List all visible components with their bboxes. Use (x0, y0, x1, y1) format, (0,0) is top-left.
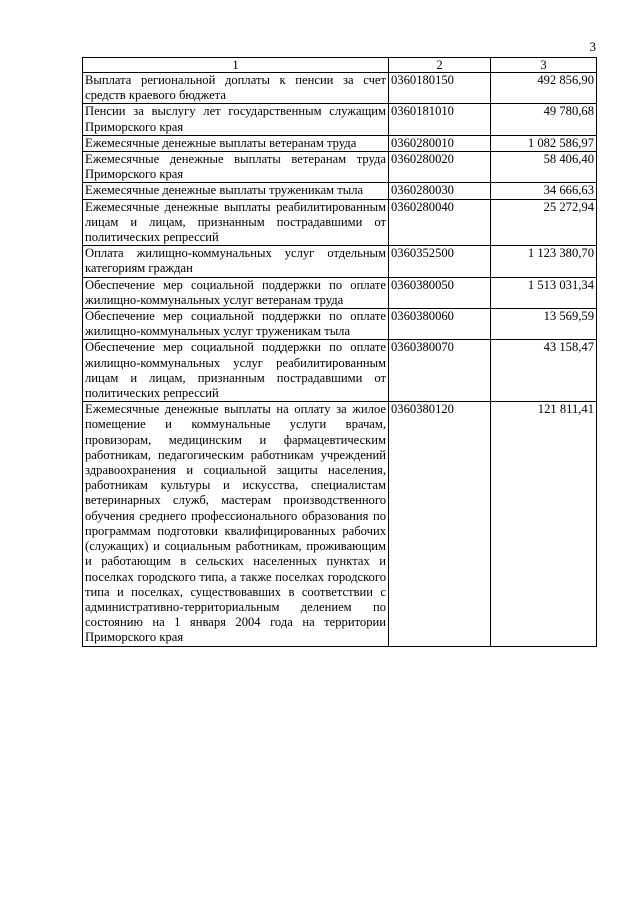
row-amount: 13 569,59 (491, 309, 597, 340)
row-amount: 25 272,94 (491, 199, 597, 246)
row-code: 0360181010 (389, 104, 491, 135)
row-name: Обеспечение мер социальной поддержки по оплате жилищно-коммунальных услуг ветеранам труда (83, 277, 389, 308)
row-name: Ежемесячные денежные выплаты на оплату за жилое помещение и коммунальные услуги врачам, провизорам, медицинским и фармацевтическим работникам, педагогическим работникам учреждений здравоохранения и социальной защиты населения, работникам культуры и искусства, специалистам ветеринарных служб, мастерам производственного обучения среднего профессионального образования по программам подготовки квалифицированных рабочих (служащих) и социальным работникам, проживающим и работающим в сельских населенных пунктах и поселках городского типа, а также поселках городского типа и поселках, существовавших в соответствии с административно-территориальным делением по состоянию на 1 января 2004 года на территории Приморского края (83, 402, 389, 646)
row-code: 0360380050 (389, 277, 491, 308)
page-number: 3 (589, 39, 596, 54)
row-name: Выплата региональной доплаты к пенсии за счет средств краевого бюджета (83, 73, 389, 104)
row-name: Ежемесячные денежные выплаты ветеранам труда Приморского края (83, 152, 389, 183)
row-amount: 43 158,47 (491, 340, 597, 402)
table-row (83, 309, 597, 340)
row-amount: 1 123 380,70 (491, 246, 597, 277)
row-code: 0360280040 (389, 199, 491, 246)
row-name: Ежемесячные денежные выплаты труженикам тыла (83, 183, 389, 199)
row-code: 0360380120 (389, 402, 491, 646)
row-amount: 49 780,68 (491, 104, 597, 135)
row-amount: 492 856,90 (491, 73, 597, 104)
table-row (83, 402, 597, 646)
row-amount: 1 082 586,97 (491, 135, 597, 151)
table-row (83, 135, 597, 151)
budget-table (82, 57, 597, 647)
table-row (83, 277, 597, 308)
row-code: 0360280020 (389, 152, 491, 183)
column-header-3: 3 (491, 58, 597, 73)
row-name: Обеспечение мер социальной поддержки по оплате жилищно-коммунальных услуг труженикам тыла (83, 309, 389, 340)
table-header-row (83, 58, 597, 73)
row-name: Обеспечение мер социальной поддержки по оплате жилищно-коммунальных услуг реабилитированным лицам и лицам, признанным пострадавшими от политических репрессий (83, 340, 389, 402)
row-name: Пенсии за выслугу лет государственным служащим Приморского края (83, 104, 389, 135)
row-amount: 34 666,63 (491, 183, 597, 199)
row-name: Ежемесячные денежные выплаты ветеранам труда (83, 135, 389, 151)
table-row (83, 183, 597, 199)
table-row (83, 199, 597, 246)
row-code: 0360280030 (389, 183, 491, 199)
column-header-1: 1 (83, 58, 389, 73)
table-row (83, 73, 597, 104)
row-code: 0360280010 (389, 135, 491, 151)
row-name: Ежемесячные денежные выплаты реабилитированным лицам и лицам, признанным пострадавшими от политических репрессий (83, 199, 389, 246)
column-header-2: 2 (389, 58, 491, 73)
row-code: 0360352500 (389, 246, 491, 277)
row-code: 0360180150 (389, 73, 491, 104)
row-code: 0360380070 (389, 340, 491, 402)
row-amount: 121 811,41 (491, 402, 597, 646)
table-row (83, 340, 597, 402)
table-row (83, 104, 597, 135)
table-row (83, 246, 597, 277)
table-row (83, 152, 597, 183)
row-amount: 58 406,40 (491, 152, 597, 183)
row-name: Оплата жилищно-коммунальных услуг отдельным категориям граждан (83, 246, 389, 277)
row-amount: 1 513 031,34 (491, 277, 597, 308)
row-code: 0360380060 (389, 309, 491, 340)
